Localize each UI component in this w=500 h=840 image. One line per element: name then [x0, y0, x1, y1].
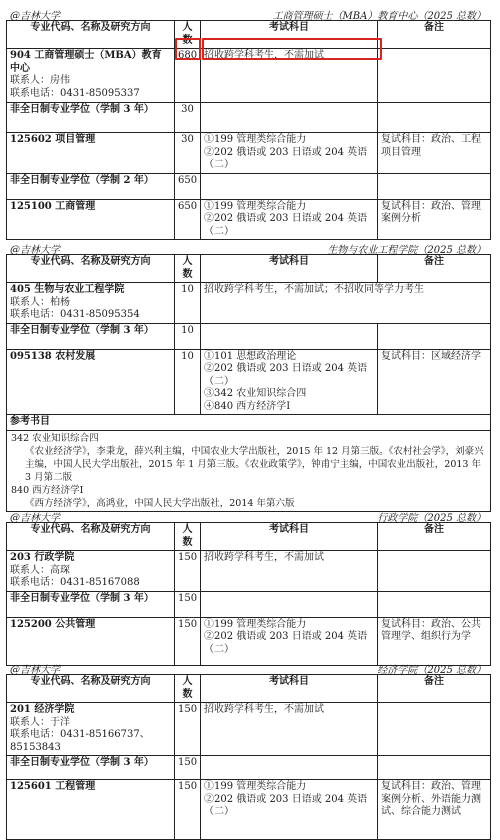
school-name: @吉林大学 [10, 665, 60, 676]
col-header-notes: 备注 [378, 255, 491, 283]
col-header-count: 人数 [175, 523, 201, 551]
table-header-row [7, 255, 491, 283]
unit-info [7, 703, 175, 756]
unit-exam: 招收跨学科考生，不需加试；不招收同等学力考生 [201, 283, 491, 324]
exam-item: ④840 西方经济学Ⅰ [204, 400, 291, 412]
reference-books: 《农业经济学》，李秉龙，薛兴利主编，中国农业大学出版社，2015 年 12 月第三版。《农村社会学》，刘豪兴主编，中国人民大学出版社，2015 年 1 月第三版。《农业政策学》，钟甫宁主编，中国农业出版社，2013 年 3 月第二版 [25, 445, 484, 483]
program-row [7, 780, 491, 840]
category-label: 非全日制专业学位（学制 3 年） [7, 103, 175, 133]
exam-item: ①101 思想政治理论 [204, 350, 297, 362]
col-header-count: 人数 [175, 255, 201, 283]
school-name: @吉林大学 [10, 513, 60, 524]
section-header [6, 660, 490, 674]
unit-note [378, 49, 491, 103]
unit-row [7, 551, 491, 592]
program-exam [201, 199, 378, 240]
enrollment-table [6, 20, 491, 240]
category-row [7, 323, 491, 349]
section-header [6, 240, 490, 254]
reference-books: 《西方经济学》，高鸿业，中国人民大学出版社，2014 年第六版 [25, 497, 295, 509]
program-name: 095138 农村发展 [7, 349, 175, 415]
program-note: 复试科目：区域经济学 [378, 349, 491, 415]
reference-list [7, 430, 491, 511]
empty-cell [378, 173, 491, 199]
section-public-admin [6, 508, 490, 666]
reference-title: 参考书目 [7, 415, 491, 431]
unit-row [7, 283, 491, 324]
category-count: 10 [175, 323, 201, 349]
exam-item: ①199 管理类综合能力 [204, 200, 307, 212]
unit-name: 201 经济学院 [10, 704, 75, 715]
reference-subject: 840 西方经济学Ⅰ [11, 484, 84, 496]
program-count: 30 [175, 133, 201, 174]
program-row [7, 349, 491, 415]
exam-item: ②202 俄语或 203 日语或 204 英语（二） [204, 631, 368, 655]
enrollment-table [6, 674, 491, 840]
empty-cell [201, 756, 378, 780]
program-name: 125602 项目管理 [7, 133, 175, 174]
category-label: 非全日制专业学位（学制 3 年） [7, 756, 175, 780]
unit-name: 203 行政学院 [10, 552, 75, 563]
unit-name: 904 工商管理硕士（MBA）教育中心 [10, 50, 162, 74]
unit-row [7, 49, 491, 103]
program-row [7, 133, 491, 174]
program-row [7, 617, 491, 665]
category-row [7, 173, 491, 199]
department-total: 经济学院（2025 总数） [377, 665, 486, 676]
unit-phone: 联系电话：0431-85167088 [10, 577, 140, 588]
exam-item: ①199 管理类综合能力 [204, 618, 307, 630]
program-name: 125200 公共管理 [7, 617, 175, 665]
exam-item: ②202 俄语或 203 日语或 204 英语（二） [204, 146, 368, 170]
program-note: 复试科目：政治、管理案例分析 [378, 199, 491, 240]
col-header-notes: 备注 [378, 21, 491, 49]
enrollment-table [6, 254, 491, 512]
category-label: 非全日制专业学位（学制 3 年） [7, 591, 175, 617]
program-name: 125100 工商管理 [7, 199, 175, 240]
col-header-program: 专业代码、名称及研究方向 [7, 21, 175, 49]
category-count: 30 [175, 103, 201, 133]
program-exam [201, 133, 378, 174]
category-label: 非全日制专业学位（学制 2 年） [7, 173, 175, 199]
category-label: 非全日制专业学位（学制 3 年） [7, 323, 175, 349]
unit-info [7, 49, 175, 103]
department-total: 行政学院（2025 总数） [377, 513, 486, 524]
col-header-exam: 考试科目 [201, 21, 378, 49]
col-header-exam: 考试科目 [201, 675, 378, 703]
enrollment-table [6, 522, 491, 666]
empty-cell [378, 756, 491, 780]
department-total: 生物与农业工程学院（2025 总数） [327, 245, 486, 256]
section-economics [6, 660, 490, 840]
reference-subject: 342 农业知识综合四 [11, 432, 99, 444]
unit-contact: 联系人：房伟 [10, 75, 70, 86]
col-header-program: 专业代码、名称及研究方向 [7, 523, 175, 551]
program-exam [201, 780, 378, 840]
reference-title-row [7, 415, 491, 431]
category-count: 150 [175, 756, 201, 780]
empty-cell [378, 103, 491, 133]
exam-item: ②202 俄语或 203 日语或 204 英语（二） [204, 793, 368, 817]
unit-contact: 联系人：于洋 [10, 716, 70, 728]
empty-cell [201, 173, 378, 199]
exam-item: ②202 俄语或 203 日语或 204 英语（二） [204, 213, 368, 237]
program-exam [201, 349, 378, 415]
unit-name: 405 生物与农业工程学院 [10, 284, 125, 295]
section-header [6, 6, 490, 20]
empty-cell [201, 323, 378, 349]
empty-cell [378, 591, 491, 617]
school-name: @吉林大学 [10, 245, 60, 256]
unit-phone: 联系电话：0431-85095354 [10, 309, 140, 320]
program-note: 复试科目：政治、公共管理学、组织行为学 [378, 617, 491, 665]
unit-row [7, 703, 491, 756]
col-header-count: 人数 [175, 21, 201, 49]
unit-phone: 联系电话：0431-85166737、85153843 [10, 729, 150, 753]
category-count: 650 [175, 173, 201, 199]
unit-contact: 联系人：柏杨 [10, 296, 70, 308]
table-header-row [7, 675, 491, 703]
unit-exam: 招收跨学科考生，不需加试 [201, 703, 378, 756]
program-count: 150 [175, 617, 201, 665]
unit-count: 10 [175, 283, 201, 324]
school-name: @吉林大学 [10, 11, 60, 22]
col-header-count: 人数 [175, 675, 201, 703]
col-header-exam: 考试科目 [201, 523, 378, 551]
col-header-program: 专业代码、名称及研究方向 [7, 255, 175, 283]
program-count: 650 [175, 199, 201, 240]
program-row [7, 199, 491, 240]
unit-contact: 联系人：高琛 [10, 564, 70, 576]
program-note: 复试科目：政治、工程项目管理 [378, 133, 491, 174]
program-count: 10 [175, 349, 201, 415]
section-mba [6, 6, 490, 240]
unit-phone: 联系电话：0431-85095337 [10, 87, 140, 99]
table-header-row [7, 21, 491, 49]
empty-cell [378, 323, 491, 349]
empty-cell [201, 103, 378, 133]
unit-note [378, 703, 491, 756]
empty-cell [201, 591, 378, 617]
col-header-notes: 备注 [378, 675, 491, 703]
unit-note [378, 551, 491, 592]
program-note: 复试科目：政治、管理案例分析、外语能力测试、综合能力测试 [378, 780, 491, 840]
reference-row [7, 430, 491, 511]
col-header-program: 专业代码、名称及研究方向 [7, 675, 175, 703]
unit-count: 150 [175, 703, 201, 756]
department-total: 工商管理硕士（MBA）教育中心（2025 总数） [272, 11, 486, 22]
category-row [7, 591, 491, 617]
category-row [7, 756, 491, 780]
category-row [7, 103, 491, 133]
exam-item: ③342 农业知识综合四 [204, 388, 307, 399]
section-header [6, 508, 490, 522]
exam-item: ①199 管理类综合能力 [204, 781, 307, 792]
unit-info [7, 551, 175, 592]
unit-count: 150 [175, 551, 201, 592]
table-header-row [7, 523, 491, 551]
section-bio-agri [6, 240, 490, 512]
col-header-notes: 备注 [378, 523, 491, 551]
program-name: 125601 工程管理 [7, 780, 175, 840]
exam-item: ②202 俄语或 203 日语或 204 英语（二） [204, 363, 368, 387]
exam-item: ①199 管理类综合能力 [204, 134, 307, 145]
unit-exam: 招收跨学科考生，不需加试 [201, 49, 378, 103]
col-header-exam: 考试科目 [201, 255, 378, 283]
program-count: 150 [175, 780, 201, 840]
unit-count: 680 [175, 49, 201, 103]
unit-info [7, 283, 175, 324]
unit-exam: 招收跨学科考生，不需加试 [201, 551, 378, 592]
category-count: 150 [175, 591, 201, 617]
program-exam [201, 617, 378, 665]
